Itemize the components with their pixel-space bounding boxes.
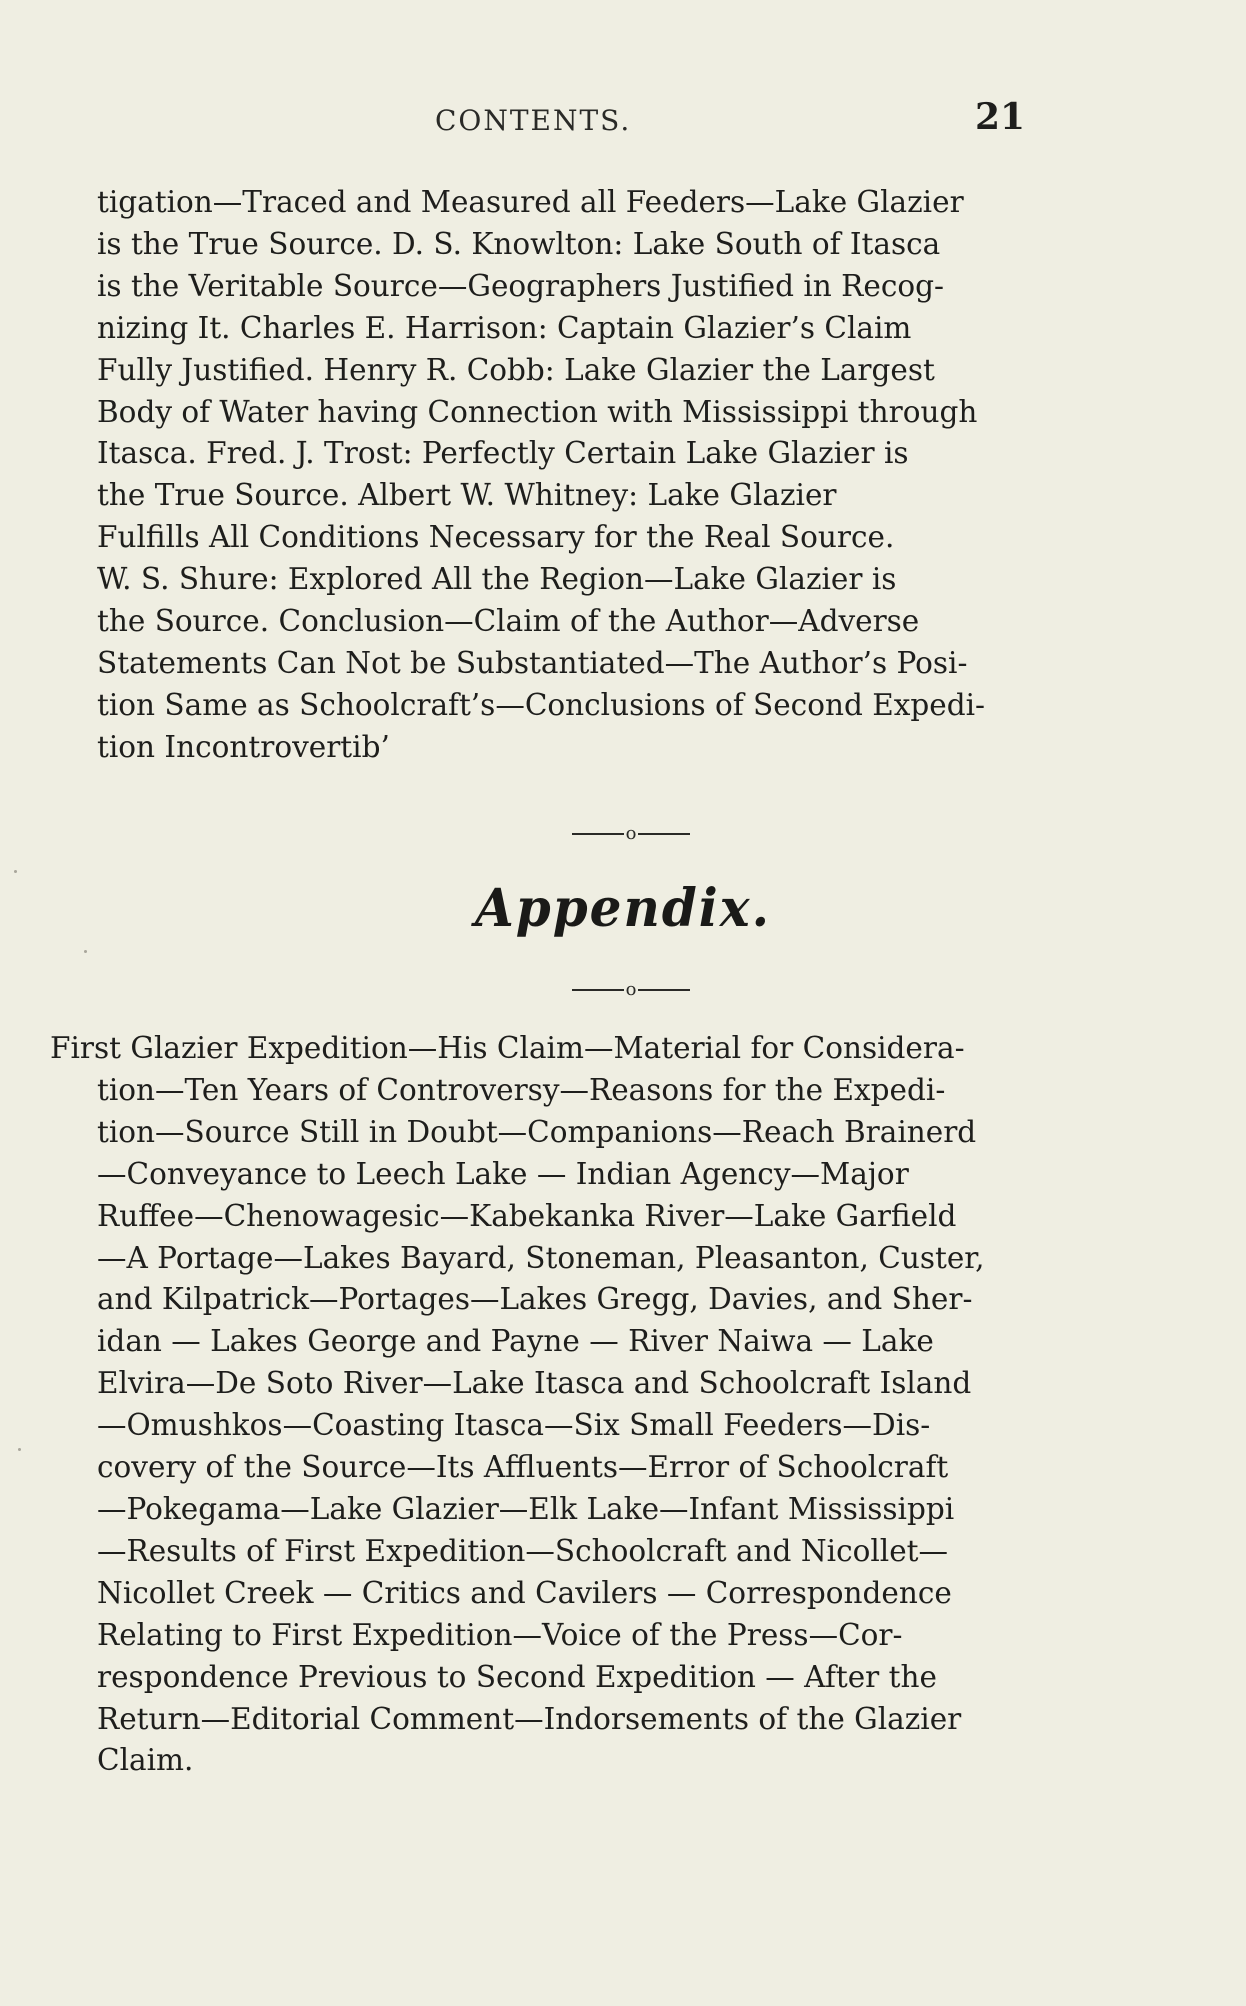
paper-speck [84, 950, 87, 953]
contents-paragraph-continued: tigation—Traced and Measured all Feeders—Lake Glazier is the True Source. D. S. Knowlton: Lake South of Itasca is the Veritable Source—Geographers Justified in Recog- nizing It. Charles E. Harrison: Captain Glazier’s Claim Fully Justified. Henry R. Cobb: Lake Glazier the Largest Body of Water having Connection with Mississippi through Itasca. Fred. J. Trost: Perfectly Certain Lake Glazier is the True Source. Albert W. Whitney: Lake Glazier Fulfills All Conditions Necessary for the Real Source. W. S. Shure: Explored All the Region—Lake Glazier is the Source. Conclusion—Claim of the Author—Adverse Statements Can Not be Substantiated—The Author’s Posi- tion Same as Schoolcraft’s—Conclusions of Second Expedi- tion Incontrovertib’ [97, 185, 986, 764]
divider-ornament: o [625, 979, 637, 1000]
running-head [0, 96, 1246, 140]
divider-ornament: o [625, 823, 637, 844]
page-number: 21 [975, 96, 1026, 138]
running-title: CONTENTS. [435, 104, 632, 137]
paper-speck [14, 870, 17, 873]
section-divider-bottom [8, 980, 1246, 1000]
appendix-contents-paragraph: First Glazier Expedition—His Claim—Material for Considera- tion—Ten Years of Controversy—Reasons for the Expedi- tion—Source Still in Doubt—Companions—Reach Brainerd —Conveyance to Leech Lake — Indian Agency—Major Ruffee—Chenowagesic—Kabekanka River—Lake Garfield —A Portage—Lakes Bayard, Stoneman, Pleasanton, Custer, and Kilpatrick—Portages—Lakes Gregg, Davies, and Sher- idan — Lakes George and Payne — River Naiwa — Lake Elvira—De Soto River—Lake Itasca and Schoolcraft Island —Omushkos—Coasting Itasca—Six Small Feeders—Dis- covery of the Source—Its Affluents—Error of Schoolcraft —Pokegama—Lake Glazier—Elk Lake—Infant Mississippi —Results of First Expedition—Schoolcraft and Nicollet— Nicollet Creek — Critics and Cavilers — Correspondence Relating to First Expedition—Voice of the Press—Cor- respondence Previous to Second Expedition — After the Return—Editorial Comment—Indorsements of the Glazier Claim. [50, 1031, 985, 1778]
section-divider-top [8, 824, 1246, 844]
appendix-heading: Appendix. [474, 876, 772, 939]
divider-rule-right [638, 833, 690, 835]
paper-speck [18, 1448, 21, 1451]
divider-rule-right [638, 989, 690, 991]
divider-rule-left [572, 833, 624, 835]
divider-rule-left [572, 989, 624, 991]
